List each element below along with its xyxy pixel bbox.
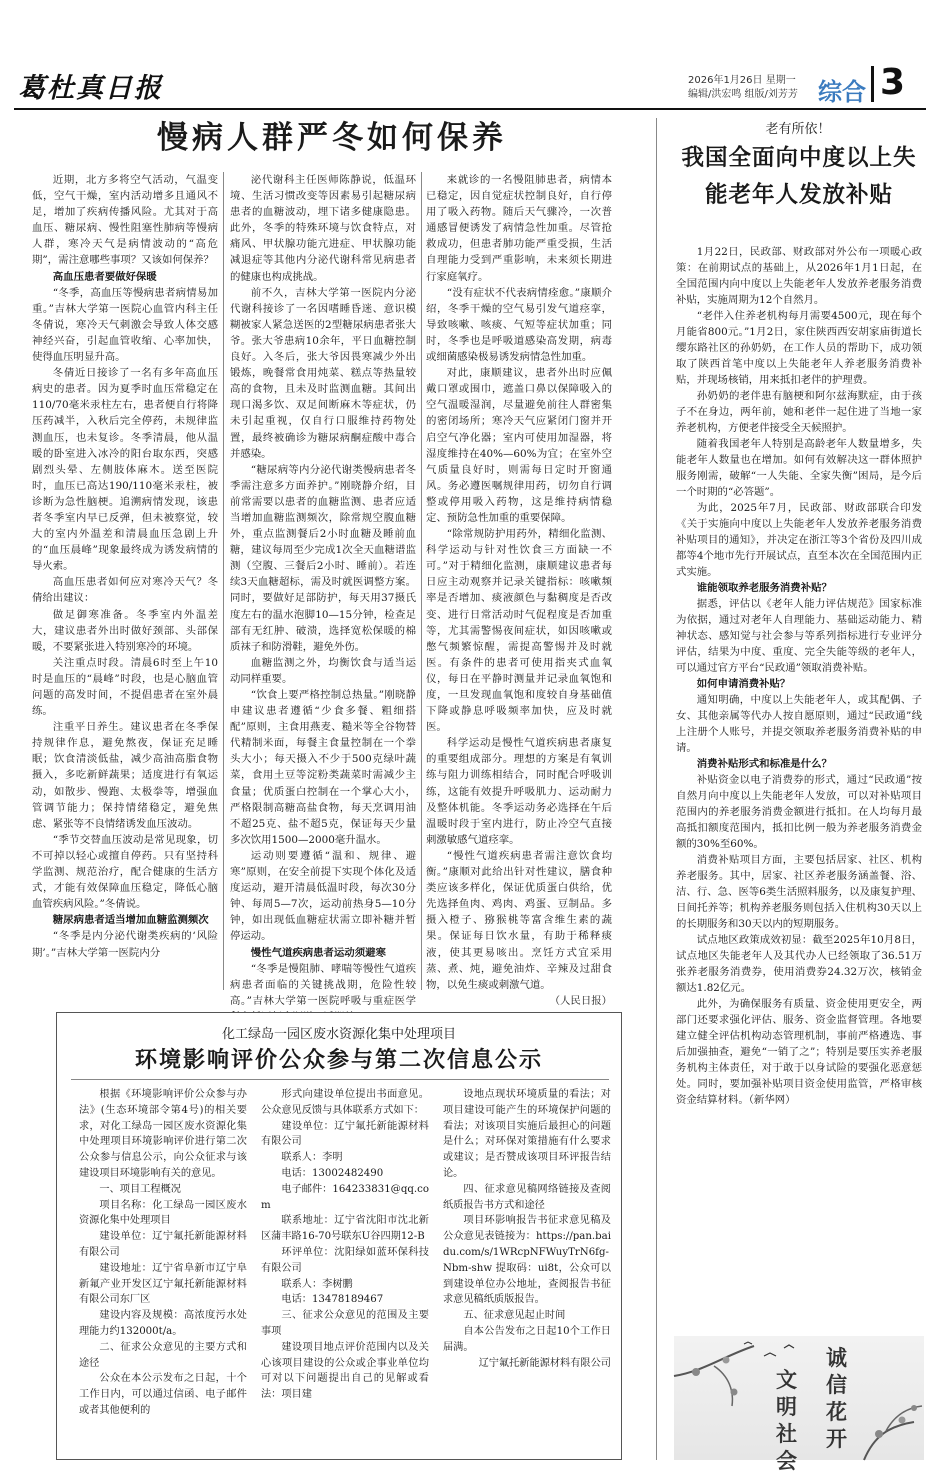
paragraph: 四、征求意见稿网络链接及查阅纸质报告书方式和途径 xyxy=(443,1183,611,1211)
paragraph: “除常规防护用药外，精细化监测、科学运动与针对性饮食三方面缺一不可。”对于精细化监测，康顺建议患者每日应主动观察并记录关键指标：咳嗽频率是否增加、痰液颜色与黏稠度是否改变、进行日常活动时气促程度是否加重等，尤其需警惕夜间症状，如因咳嗽或憋气频繁惊醒，需提高警惕并及时就医。有条件的患者可使用指夹式血氧仪，每日在平静时测量并记录血氧饱和度，一旦发现血氧饱和度较自身基础值下降或静息呼吸频率加快，应及时就医。 xyxy=(426,528,612,734)
paragraph: 三、征求公众意见的范围及主要事项 xyxy=(261,1310,429,1337)
issue-info xyxy=(688,74,798,102)
paragraph: 血糖监测之外，均衡饮食与适当运动同样重要。 xyxy=(230,656,416,685)
paragraph: 环评单位：沈阳绿如蓝环保科技有限公司 xyxy=(261,1246,429,1274)
paragraph: “饮食上要严格控制总热量。”刚晓静申建议患者遵循“少食多餐、粗细搭配”原则，主食用燕麦、糙米等全谷物替代精制米面，每餐主食量控制在一个拳头大小；每天摄入不少于500克绿叶蔬菜，食用土豆等淀粉类蔬菜时需减少主食量；优质蛋白控制在一个掌心大小，严格限制高糖高盐食物，每天烹调用油不超25克、盐不超5克，保证每天少量多次饮用1500—2000毫升温水。 xyxy=(230,689,416,846)
paragraph: 科学运动是慢性气道疾病患者康复的重要组成部分。理想的方案是有氧训练与阻力训练相结合，同时配合呼吸训练，这能有效提升呼吸肌力、运动耐力及整体机能。冬季运动务必选择在午后温暖时段于室内进行，防止冷空气直接刺激敏感气道痉挛。 xyxy=(426,737,612,846)
paragraph: 补贴资金以电子消费券的形式，通过“民政通”按自然月向中度以上失能老年人发放，可以对补贴项目范围内的养老服务消费金额进行抵扣。在人均每月最高抵扣额度范围内，抵扣比例一般为养老服务消费金额的30%至60%。 xyxy=(676,774,922,850)
paragraph: 联系地址：辽宁省沈阳市沈北新区蒲丰路16-70号联东U谷四期12-B xyxy=(261,1215,429,1243)
main-article-column-3 xyxy=(426,172,612,1007)
paragraph: 孙奶奶的老伴患有脑梗和阿尔兹海默症，由于孩子不在身边，两年前，她和老伴一起住进了当地一家养老机构，方便老伴接受全天候照护。 xyxy=(676,390,922,434)
paragraph: 通知明确，中度以上失能老年人，或其配偶、子女、其他亲属等代办人按自愿原则，通过“民政通”线上注册个人账号，并提交领取养老服务消费补贴的申请。 xyxy=(676,694,922,754)
source-credit: （人民日报） xyxy=(549,994,612,1007)
paragraph: 二、征求公众意见的主要方式和途径 xyxy=(79,1341,247,1369)
main-article-title: 慢病人群严冬如何保养 xyxy=(157,120,507,156)
column-divider xyxy=(223,172,224,990)
paragraph: 联系人：李树鹏 xyxy=(281,1278,353,1290)
public-notice xyxy=(56,1012,622,1460)
paragraph: 形式向建设单位提出书面意见。公众意见反馈与具体联系方式如下： xyxy=(261,1089,429,1116)
right-article-title: 我国全面向中度以上失能老年人发放补贴 xyxy=(681,145,917,208)
paragraph: “没有症状不代表病情痊愈。”康顺介绍，冬季干燥的空气易引发气道痉挛，导致咳嗽、咳痰、气短等症状加重；同时，冬季也是呼吸道感染高发期，病毒或细菌感染极易诱发病情急性加重。 xyxy=(426,286,612,364)
subheading: 高血压患者要做好保暖 xyxy=(52,270,157,283)
newspaper-logo: 葛杜真日报 xyxy=(18,73,163,104)
paragraph: 对此，康顺建议，患者外出时应佩戴口罩或围巾，遮盖口鼻以保障吸入的空气温暖湿润，尽量避免前往人群密集的密闭场所；寒冷天气应紧闭门窗并开启空气净化器；室内可使用加湿器，将湿度维持在40%—60%为宜；在室外空气质量良好时，则需每日定时开窗通风。务必遵医嘱规律用药，切勿自行调整或停用吸入药物，这是维持病情稳定、预防急性加重的重要保障。 xyxy=(426,367,612,524)
paragraph: 近期，北方多将空气活动，气温变低，空气干燥，室内活动增多且通风不足，增加了疾病传播风险。尤其对于高血压、糖尿病、慢性阻塞性肺病等慢病人群，寒冷天气是病情波动的“高危期”，需注意哪些事项？又该如何保养？ xyxy=(32,174,218,267)
editor-credits: 编辑/洪宏鸣 组版/刘芳芳 xyxy=(688,89,798,100)
subheading: 糖尿病患者适当增加血糖监测频次 xyxy=(52,914,209,927)
notice-column-1 xyxy=(79,1087,247,1453)
page-number: 3 xyxy=(880,62,906,103)
paragraph: 自本公告发布之日起10个工作日届满。 xyxy=(443,1325,611,1353)
notice-title: 环境影响评价公众参与第二次信息公示 xyxy=(134,1047,543,1073)
paragraph: 五、征求意见起止时间 xyxy=(463,1310,566,1322)
paragraph: 设地点现状环境质量的看法；对项目建设可能产生的环境保护问题的看法；对该项目实施后最担心的问题是什么；对环保对策措施有什么要求或建议；是否赞成该项目环评报告结论。 xyxy=(443,1089,611,1179)
issue-date: 2026年1月26日 星期一 xyxy=(688,75,796,86)
paragraph: 电子邮件：164233831@qq.com xyxy=(261,1183,429,1211)
paragraph: 冬倩近日接诊了一名有多年高血压病史的患者。因为夏季时血压常稳定在110/70毫米汞柱左右，患者便自行将降压药减半，入秋后完全停药，未规律监测血压，也未复诊。冬季清晨，他从温暖的卧室进入冰冷的阳台取东西，突感剧烈头晕、左侧肢体麻木。送至医院时，血压已高达190/110毫米汞柱，被诊断为急性脑梗。追溯病情发现，该患者冬季室内早已反弹，但未被察觉，较大的室内外温差和清晨血压急剧上升的“血压晨峰”现象最终成为诱发病情的导火索。 xyxy=(32,367,218,573)
slogan-right-text: 诚 信 花 开 xyxy=(826,1345,847,1451)
paragraph: 联系人：李明 xyxy=(281,1152,343,1164)
page-divider xyxy=(656,118,657,1460)
paragraph: “冬季是内分泌代谢类疾病的‘风险期’。”吉林大学第一医院内分 xyxy=(32,930,218,959)
notice-kicker: 化工绿岛一园区废水资源化集中处理项目 xyxy=(221,1027,456,1042)
paragraph: 泌代谢科主任医师陈静说，低温环境、生活习惯改变等因素易引起糖尿病患者的血糖波动，埋下诸多健康隐患。此外，冬季的特殊环境与饮食特点，对痛风、甲状腺功能亢进症、甲状腺功能减退症等其他内分泌代谢科常见病患者的健康也构成挑战。 xyxy=(230,174,416,283)
paragraph: 做足御寒准备。冬季室内外温差大，建议患者外出时做好颈部、头部保暖，不要紧张进入特别寒冷的环境。 xyxy=(32,608,218,653)
paragraph: “糖尿病等内分泌代谢类慢病患者冬季需注意多方面养护。”刚晓静介绍，目前常需要以患者的血糖监测、患者应适当增加血糖监测频次，除常规空腹血糖外，重点监测餐后2小时血糖及睡前血糖，建议每周至少完成1次全天血糖谱监测（空腹、三餐后2小时、睡前）。若连续3天血糖超标，需及时就医调整方案。同时，要做好足部防护，每天用37摄氏度左右的温水泡脚10—15分钟，检查足部有无红肿、破溃，选择宽松保暖的棉质袜子和防滑鞋，避免外伤。 xyxy=(230,463,416,653)
slogan-left-text: 文 明 社 会 xyxy=(776,1367,797,1473)
column-divider xyxy=(421,172,422,990)
notice-column-3 xyxy=(443,1087,611,1453)
paragraph: “老伴入住养老机构每月需要4500元，现在每个月能省800元。”1月2日，家住陕西西安胡家庙街道长缨东路社区的孙奶奶，在工作人员的帮助下，成功领取了陕西首笔中度以上失能老年人养老服务消费补贴，并现场核销，用来抵扣老伴的护理费。 xyxy=(676,310,922,386)
masthead xyxy=(14,64,926,110)
paragraph: 为此，2025年7月，民政部、财政部联合印发《关于实施向中度以上失能老年人发放养老服务消费补贴项目的通知》，并决定在浙江等3个省份及四川成都等4个地市先行开展试点，直至本次在全国范围内正式实施。 xyxy=(676,502,922,578)
slogan-graphic xyxy=(674,1336,924,1473)
paragraph: 公众在本公示发布之日起，十个工作日内，可以通过信函、电子邮件或者其他便利的 xyxy=(79,1373,247,1416)
paragraph: 消费补贴项目方面，主要包括居家、社区、机构养老服务。其中，居家、社区养老服务涵盖餐、浴、洁、行、急、医等6类生活照料服务，以及康复护理、日间托养等；机构养老服务则包括入住机构30天以上的长期服务和30天以内的短期服务。 xyxy=(676,854,922,930)
paragraph: 运动则要遵循“温和、规律、避寒”原则，在安全前提下实现个体化及适度运动，避开清晨低温时段，每次30分钟、每周5—7次，运动前热身5—10分钟，如出现低血糖症状需立即补糖并暂停运动。 xyxy=(230,849,416,943)
right-article-kicker: 老有所依！ xyxy=(765,122,831,137)
subheading: 如何申请消费补贴？ xyxy=(696,678,791,690)
paragraph: 注重平日养生。建议患者在冬季保持规律作息，避免熬夜，保证充足睡眠；饮食清淡低盐，减少高油高脂食物摄入，多吃新鲜蔬果；适度进行有氧运动，如散步、慢跑、太极拳等，增强血管调节能力；保持情绪稳定，避免焦虑、紧张等不良情绪诱发血压波动。 xyxy=(32,721,218,830)
subheading: 谁能领取养老服务消费补贴？ xyxy=(696,582,832,594)
paragraph: 此外，为确保服务有质量、资金使用更安全，两部门还要求强化评估、服务、资金监督管理。各地要建立健全评估机构动态管理机制，事前严格遴选、事后加强抽查，避免“一销了之”；特别是要压实养老服务机构主体责任，对于敢于以身试险的要强化恶意惩处。同时，要加强补贴项目资金使用监管，严格审核资金结算材料。（新华网） xyxy=(676,998,922,1106)
paragraph: 建设项目地点评价范围内以及关心该项目建设的公众或企事业单位均可对以下问题提出自己的见解或看法：项目建 xyxy=(261,1341,429,1401)
paragraph: “慢性气道疾病患者需注意饮食均衡。”康顺对此给出针对性建议，膳食种类应该多样化，保证优质蛋白供给，优先选择鱼肉、鸡肉、鸡蛋、豆制品。多摄入橙子、猕猴桃等富含维生素的蔬果。保证每日饮水量，有助于稀释痰液，使其更易咳出。烹饪方式宜采用蒸、煮、炖，避免油炸、辛辣及过甜食物，以免生痰或刺激气道。 xyxy=(426,849,612,991)
paragraph: 项目名称：化工绿岛一园区废水资源化集中处理项目 xyxy=(79,1199,247,1227)
paragraph: 建设单位：辽宁氟托新能源材料有限公司 xyxy=(79,1231,247,1258)
paragraph: 据悉，评估以《老年人能力评估规范》国家标准为依据，通过对老年人自理能力、基础运动能力、精神状态、感知觉与社会参与等系列指标进行专业评分评估，结果为中度、重度、完全失能等级的老年人，可以通过官方平台“民政通”领取消费补贴。 xyxy=(676,598,922,674)
subheading: 慢性气道疾病患者运动须避寒 xyxy=(250,946,386,959)
paragraph: 建设内容及规模：高浓度污水处理能力约132000t/a。 xyxy=(79,1310,247,1337)
paragraph: 前不久，吉林大学第一医院内分泌代谢科接诊了一名因嗜睡昏迷、意识模糊被家人紧急送医的2型糖尿病患者张大爷。张大爷患病10余年，平日血糖控制良好。入冬后，张大爷因畏寒减少外出锻炼，晚餐常食用炖菜、糕点等热量较高的食物，且未及时监测血糖。其间出现口渴多饮、双足间断麻木等症状，仍未引起重视，仅自行口服维持药物处置，最终被确诊为糖尿病酮症酸中毒合并感染。 xyxy=(230,286,416,460)
paragraph: 高血压患者如何应对寒冷天气？冬倩给出建议： xyxy=(32,576,218,605)
paragraph: 电话：13478189467 xyxy=(281,1294,384,1306)
right-article-body xyxy=(676,244,922,1324)
paragraph: 关注重点时段。清晨6时至上午10时是血压的“晨峰”时段，也是心脑血管问题的高发时间，不提倡患者在室外晨练。 xyxy=(32,656,218,718)
paragraph: “冬季，高血压等慢病患者病情易加重。”吉林大学第一医院心血管内科主任冬倩说，寒冷天气刺激会导致人体交感神经兴奋，引起血管收缩、心率加快，使得血压明显升高。 xyxy=(32,286,218,364)
masthead-divider xyxy=(871,66,874,102)
paragraph: 一、项目工程概况 xyxy=(99,1183,181,1195)
paragraph: “冬季是慢阻肺、哮喘等慢性气道疾病患者面临的关键挑战期，危险性较高。”吉林大学第一医院呼吸与重症医学 xyxy=(230,962,416,1007)
subheading: 消费补贴形式和标准是什么？ xyxy=(696,758,832,770)
section-name: 综合 xyxy=(818,78,866,106)
paragraph: 1月22日，民政部、财政部对外公布一项暖心政策：在前期试点的基础上，从2026年1月1日起，在全国范围内向中度以上失能老年人发放养老服务消费补贴，实施周期为12个自然月。 xyxy=(676,246,922,306)
paragraph: 根据《环境影响评价公众参与办法》(生态环境部令第4号)的相关要求，对化工绿岛一园区废水资源化集中处理项目环境影响评价进行第二次公众参与信息公示，向公众征求与该建设项目环境影响有关的意见。 xyxy=(79,1089,247,1179)
paragraph: 电话：13002482490 xyxy=(281,1167,384,1179)
notice-column-2 xyxy=(261,1087,429,1453)
paragraph: 随着我国老年人特别是高龄老年人数量增多，失能老年人数量也在增加。如何有效解决这一群体照护服务刚需，破解“一人失能、全家失衡”困局，是今后一个时期的“必答题”。 xyxy=(676,438,922,498)
main-article-column-2 xyxy=(230,172,416,1007)
paragraph: “季节交替血压波动是常见现象，切不可掉以轻心或擅自停药。只有坚持科学监测、规范治疗，配合健康的生活方式，才能有效保障血压稳定，降低心脑血管疾病风险。”冬倩说。 xyxy=(32,833,218,911)
paragraph: 来就诊的一名慢阻肺患者，病情本已稳定，因自觉症状控制良好，自行停用了吸入药物。随后天气骤冷，一次普通感冒便诱发了病情急性加重。尽管抢救成功，但患者肺功能严重受损，生活自理能力受到严重影响，未来须长期进行家庭氧疗。 xyxy=(426,174,612,283)
main-article-column-1 xyxy=(32,172,218,990)
paragraph: 项目环影响报告书征求意见稿及公众意见表链接为：https://pan.baidu.com/s/1WRcpNFWuyTrN6fg-Nbm-shw 提取码：ui8t，公众可以到建设单位办公地址，查阅报告书征求意见稿纸质版报告。 xyxy=(443,1215,611,1306)
paragraph: 试点地区政策成效初显：截至2025年10月8日，试点地区失能老年人及其代办人已经领取了36.51万张养老服务消费券，使用消费券24.32万次，核销金额达1.82亿元。 xyxy=(676,934,922,994)
paragraph: 辽宁氟托新能源材料有限公司 xyxy=(478,1357,611,1369)
masthead-rule xyxy=(14,108,926,110)
notice-divider xyxy=(71,1079,609,1080)
paragraph: 建设地址：辽宁省阜新市辽宁阜新氟产业开发区辽宁氟托新能源材料有限公司东厂区 xyxy=(79,1262,247,1306)
paragraph: 建设单位：辽宁氟托新能源材料有限公司 xyxy=(261,1120,429,1148)
